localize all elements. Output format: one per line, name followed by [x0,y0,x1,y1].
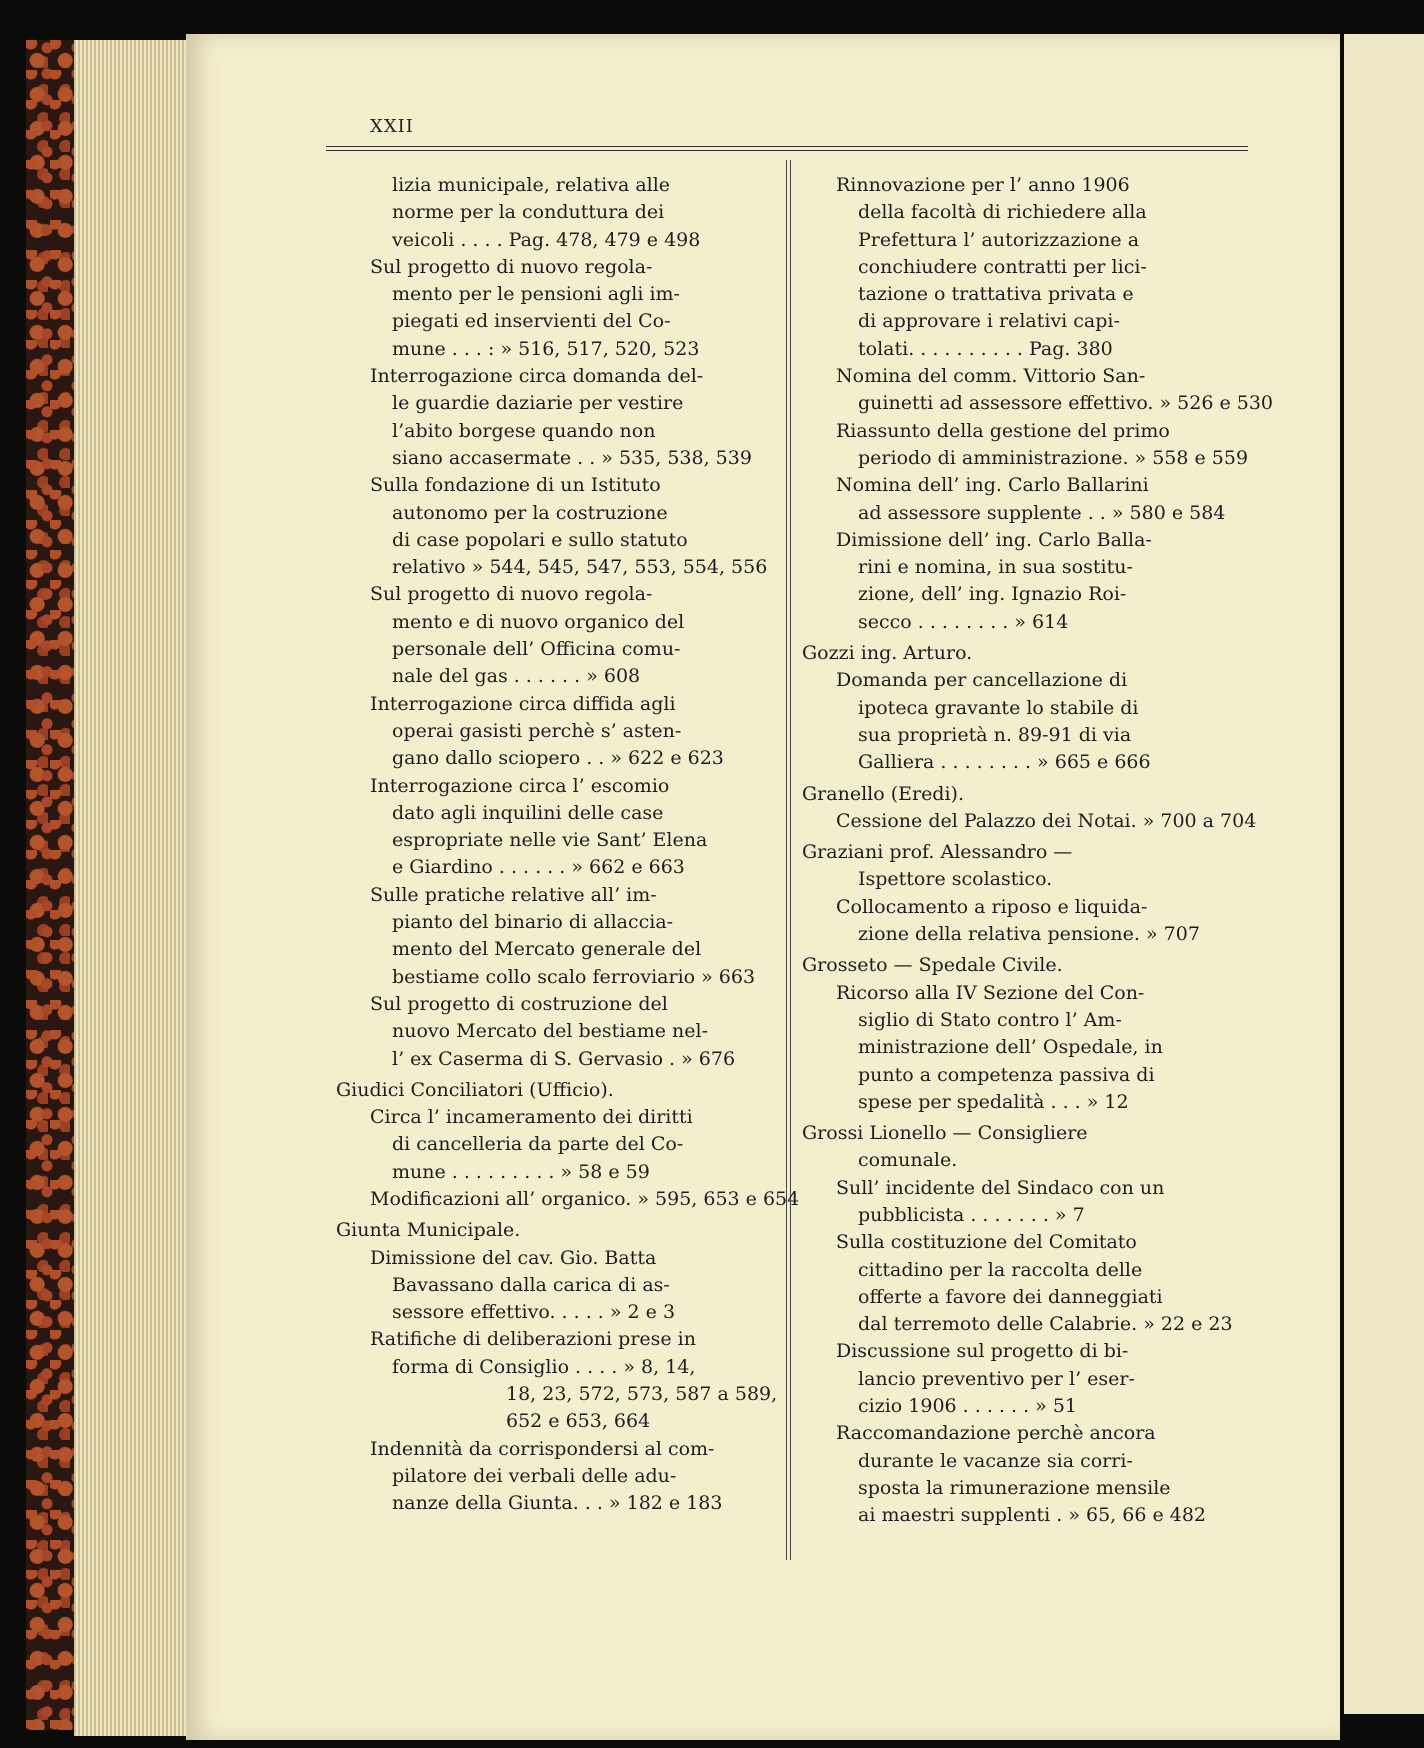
index-heading: Grosseto — Spedale Civile. [802,954,1063,977]
index-line: Modificazioni all’ organico. » 595, 653 e 654 [370,1187,800,1210]
index-line: Indennità da corrispondersi al com- [370,1437,715,1460]
index-line: gano dallo sciopero . . » 622 e 623 [392,747,724,770]
index-line: tazione o trattativa privata e [858,283,1134,306]
index-line: Sulla fondazione di un Istituto [370,474,661,497]
index-line: Sul progetto di nuovo regola- [370,583,653,606]
index-line: mento per le pensioni agli im- [392,283,680,306]
index-line: nale del gas . . . . . . » 608 [392,665,641,688]
index-line: personale dell’ Officina comu- [392,638,681,661]
book-cover-edge [26,40,74,1730]
index-line: zione della relativa pensione. » 707 [858,923,1200,946]
index-line: bestiame collo scalo ferroviario » 663 [392,965,756,988]
index-line: comunale. [858,1149,958,1172]
index-line: ipoteca gravante lo stabile di [858,696,1139,719]
index-line: ministrazione dell’ Ospedale, in [858,1036,1163,1059]
index-line: Sull’ incidente del Sindaco con un [836,1176,1165,1199]
index-line: Galliera . . . . . . . . » 665 e 666 [858,751,1151,774]
index-line: Ispettore scolastico. [858,868,1053,891]
header-rule-2 [326,150,1248,151]
index-line: Cessione del Palazzo dei Notai. » 700 a 704 [836,809,1257,832]
index-line: ai maestri supplenti . » 65, 66 e 482 [858,1504,1207,1527]
index-line: mento e di nuovo organico del [392,610,685,633]
index-line: 18, 23, 572, 573, 587 a 589, [506,1383,778,1406]
index-line: dal terremoto delle Calabrie. » 22 e 23 [858,1313,1233,1336]
index-line: Discussione sul progetto di bi- [836,1340,1129,1363]
index-line: autonomo per la costruzione [392,501,668,524]
index-line: di approvare i relativi capi- [858,310,1120,333]
index-line: della facoltà di richiedere alla [858,201,1147,224]
index-line: durante le vacanze sia corri- [858,1449,1133,1472]
index-line: Interrogazione circa l’ escomio [370,774,670,797]
index-heading: Grossi Lionello — Consigliere [802,1122,1088,1145]
index-line: 652 e 653, 664 [506,1410,651,1433]
index-line: operai gasisti perchè s’ asten- [392,719,682,742]
index-line: secco . . . . . . . . » 614 [858,610,1069,633]
index-line: le guardie daziarie per vestire [392,392,684,415]
index-heading: Giunta Municipale. [336,1219,521,1242]
index-line: siano accasermate . . » 535, 538, 539 [392,446,752,469]
index-line: pubblicista . . . . . . . » 7 [858,1203,1085,1226]
index-heading: Graziani prof. Alessandro — [802,841,1073,864]
index-line: l’ ex Caserma di S. Gervasio . » 676 [392,1047,736,1070]
index-line: guinetti ad assessore effettivo. » 526 e 530 [858,392,1274,415]
index-line: pilatore dei verbali delle adu- [392,1464,677,1487]
index-line: Sulle pratiche relative all’ im- [370,883,657,906]
index-line: ad assessore supplente . . » 580 e 584 [858,501,1226,524]
index-line: tolati. . . . . . . . . . Pag. 380 [858,337,1113,360]
index-line: veicoli . . . . Pag. 478, 479 e 498 [392,228,701,251]
index-heading: Giudici Conciliatori (Ufficio). [336,1078,614,1101]
index-line: Sul progetto di costruzione del [370,992,668,1015]
index-line: Prefettura l’ autorizzazione a [858,228,1140,251]
index-line: Interrogazione circa diffida agli [370,692,676,715]
index-line: mune . . . : » 516, 517, 520, 523 [392,337,700,360]
header-rule [326,146,1248,147]
index-line: zione, dell’ ing. Ignazio Roi- [858,583,1127,606]
index-line: conchiudere contratti per lici- [858,255,1147,278]
index-line: piegati ed inservienti del Co- [392,310,671,333]
index-line: Dimissione dell’ ing. Carlo Balla- [836,528,1152,551]
index-line: Interrogazione circa domanda del- [370,365,704,388]
left-column [336,172,800,1518]
index-line: Sul progetto di nuovo regola- [370,255,653,278]
index-line: relativo » 544, 545, 547, 553, 554, 556 [392,556,768,579]
index-line: Ratifiche di deliberazioni prese in [370,1328,696,1351]
page-edges [74,40,186,1736]
index-line: mune . . . . . . . . . » 58 e 59 [392,1160,650,1183]
index-line: e Giardino . . . . . . » 662 e 663 [392,856,685,879]
index-line: Bavassano dalla carica di as- [392,1273,670,1296]
index-line: Rinnovazione per l’ anno 1906 [836,174,1130,196]
index-line: norme per la conduttura dei [392,201,665,224]
index-line: forma di Consiglio . . . . » 8, 14, [392,1355,696,1378]
right-column [802,172,1274,1530]
index-line: Ricorso alla IV Sezione del Con- [836,981,1145,1004]
index-line: nanze della Giunta. . . » 182 e 183 [392,1492,723,1515]
index-heading: Gozzi ing. Arturo. [802,642,973,665]
index-line: dato agli inquilini delle case [392,801,664,824]
index-line: pianto del binario di allaccia- [392,911,674,934]
index-line: punto a competenza passiva di [858,1063,1155,1086]
index-line: lancio preventivo per l’ eser- [858,1367,1135,1390]
index-line: Riassunto della gestione del primo [836,419,1170,442]
index-line: lizia municipale, relativa alle [392,174,671,196]
index-line: periodo di amministrazione. » 558 e 559 [858,446,1249,469]
index-line: Collocamento a riposo e liquida- [836,895,1148,918]
index-line: espropriate nelle vie Sant’ Elena [392,829,708,852]
index-line: l’abito borgese quando non [392,419,656,442]
index-line: Dimissione del cav. Gio. Batta [370,1246,657,1269]
index-line: sessore effettivo. . . . . » 2 e 3 [392,1301,676,1324]
index-line: cizio 1906 . . . . . . » 51 [858,1395,1077,1418]
index-line: Nomina del comm. Vittorio San- [836,365,1146,388]
index-line: di cancelleria da parte del Co- [392,1133,684,1156]
index-line: Raccomandazione perchè ancora [836,1422,1156,1445]
index-line: offerte a favore dei danneggiati [858,1285,1163,1308]
index-line: Sulla costituzione del Comitato [836,1231,1137,1254]
index-line: Circa l’ incameramento dei diritti [370,1106,693,1129]
index-line: siglio di Stato contro l’ Am- [858,1008,1122,1031]
index-line: Domanda per cancellazione di [836,669,1128,692]
index-line: spese per spedalità . . . » 12 [858,1090,1129,1113]
column-divider [786,160,791,1560]
page-number: XXII [370,116,414,137]
index-line: rini e nomina, in sua sostitu- [858,556,1133,579]
index-line: Nomina dell’ ing. Carlo Ballarini [836,474,1149,497]
index-line: sposta la rimunerazione mensile [858,1476,1171,1499]
facing-page-edge [1344,34,1424,1714]
index-line: di case popolari e sullo statuto [392,528,688,551]
index-line: cittadino per la raccolta delle [858,1258,1143,1281]
index-heading: Granello (Eredi). [802,782,965,805]
index-line: sua proprietà n. 89-91 di via [858,723,1132,746]
index-line: mento del Mercato generale del [392,938,702,961]
index-line: nuovo Mercato del bestiame nel- [392,1020,708,1043]
